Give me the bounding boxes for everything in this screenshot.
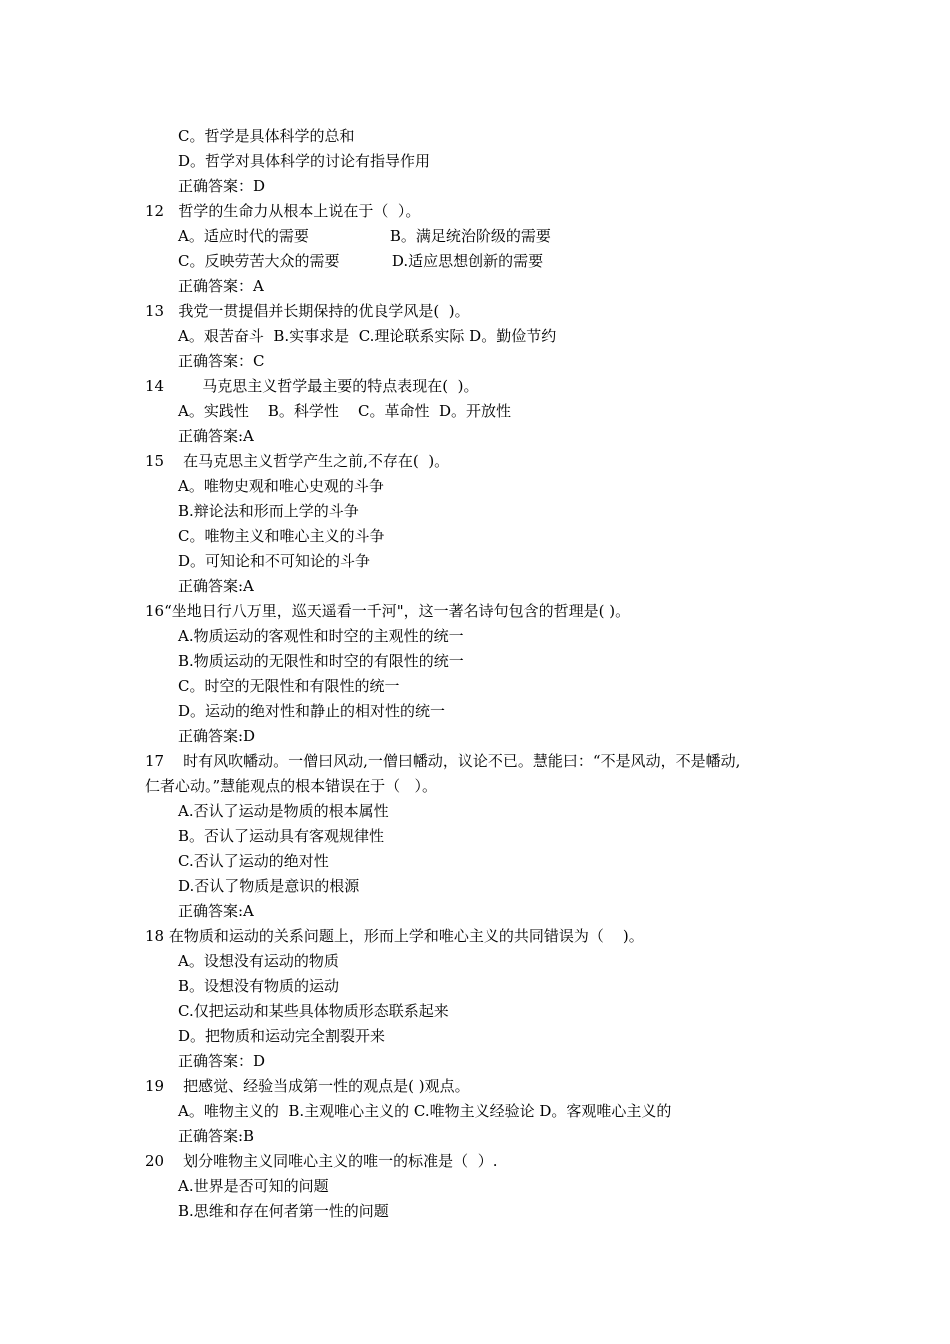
option-line: C。时空的无限性和有限性的统一 bbox=[178, 677, 400, 695]
option-line: C。唯物主义和唯心主义的斗争 bbox=[178, 527, 385, 545]
question-line: 15 在马克思主义哲学产生之前,不存在( )。 bbox=[145, 452, 450, 470]
option-line: B。设想没有物质的运动 bbox=[178, 977, 340, 995]
question-line: 19 把感觉、经验当成第一性的观点是( )观点。 bbox=[145, 1077, 470, 1095]
option-line: A。唯物主义的 B.主观唯心主义的 C.唯物主义经验论 D。客观唯心主义的 bbox=[178, 1102, 672, 1120]
option-line: D。哲学对具体科学的讨论有指导作用 bbox=[178, 152, 431, 170]
option-line: D。把物质和运动完全割裂开来 bbox=[178, 1027, 386, 1045]
option-line: A。艰苦奋斗 B.实事求是 C.理论联系实际 D。勤俭节约 bbox=[178, 327, 557, 345]
answer-line: 正确答案:A bbox=[178, 577, 254, 595]
option-line: D。运动的绝对性和静止的相对性的统一 bbox=[178, 702, 446, 720]
option-line: A。设想没有运动的物质 bbox=[178, 952, 339, 970]
answer-line: 正确答案：D bbox=[178, 177, 266, 195]
question-line: 14 马克思主义哲学最主要的特点表现在( )。 bbox=[145, 377, 479, 395]
answer-line: 正确答案:D bbox=[178, 727, 256, 745]
answer-line: 正确答案：D bbox=[178, 1052, 266, 1070]
answer-line: 正确答案：C bbox=[178, 352, 265, 370]
option-line: A.否认了运动是物质的根本属性 bbox=[178, 802, 389, 820]
option-line: B.思维和存在何者第一性的问题 bbox=[178, 1202, 389, 1220]
option-line: D。可知论和不可知论的斗争 bbox=[178, 552, 371, 570]
question-line: 13 我党一贯提倡并长期保持的优良学风是( )。 bbox=[145, 302, 470, 320]
option-line: B.物质运动的无限性和时空的有限性的统一 bbox=[178, 652, 464, 670]
option-line: D.否认了物质是意识的根源 bbox=[178, 877, 360, 895]
option-line: C.仅把运动和某些具体物质形态联系起来 bbox=[178, 1002, 449, 1020]
option-line: A.世界是否可知的问题 bbox=[178, 1177, 329, 1195]
question-line: 17 时有风吹幡动。一僧曰风动,一僧曰幡动，议论不已。慧能曰：“不是风动，不是幡动, bbox=[145, 752, 741, 770]
question-line-continued: 仁者心动。”慧能观点的根本错误在于（ ）。 bbox=[145, 777, 437, 795]
answer-line: 正确答案:B bbox=[178, 1127, 255, 1145]
option-line: A。适应时代的需要 B。满足统治阶级的需要 bbox=[178, 227, 551, 245]
question-line: 18 在物质和运动的关系问题上，形而上学和唯心主义的共同错误为（ )。 bbox=[145, 927, 644, 945]
option-line: A。实践性 B。科学性 C。革命性 D。开放性 bbox=[178, 402, 512, 420]
option-line: C。反映劳苦大众的需要 D.适应思想创新的需要 bbox=[178, 252, 544, 270]
option-line: B。否认了运动具有客观规律性 bbox=[178, 827, 385, 845]
option-line: C.否认了运动的绝对性 bbox=[178, 852, 329, 870]
answer-line: 正确答案:A bbox=[178, 902, 254, 920]
answer-line: 正确答案:A bbox=[178, 427, 254, 445]
question-line: 16“坐地日行八万里，巡天遥看一千河"，这一著名诗句包含的哲理是( )。 bbox=[145, 602, 631, 620]
question-line: 12 哲学的生命力从根本上说在于（ ）。 bbox=[145, 202, 421, 220]
option-line: C。哲学是具体科学的总和 bbox=[178, 127, 355, 145]
option-line: A。唯物史观和唯心史观的斗争 bbox=[178, 477, 384, 495]
answer-line: 正确答案：A bbox=[178, 277, 264, 295]
option-line: A.物质运动的客观性和时空的主观性的统一 bbox=[178, 627, 464, 645]
question-line: 20 划分唯物主义同唯心主义的唯一的标准是（ ）. bbox=[145, 1152, 498, 1170]
option-line: B.辩论法和形而上学的斗争 bbox=[178, 502, 359, 520]
